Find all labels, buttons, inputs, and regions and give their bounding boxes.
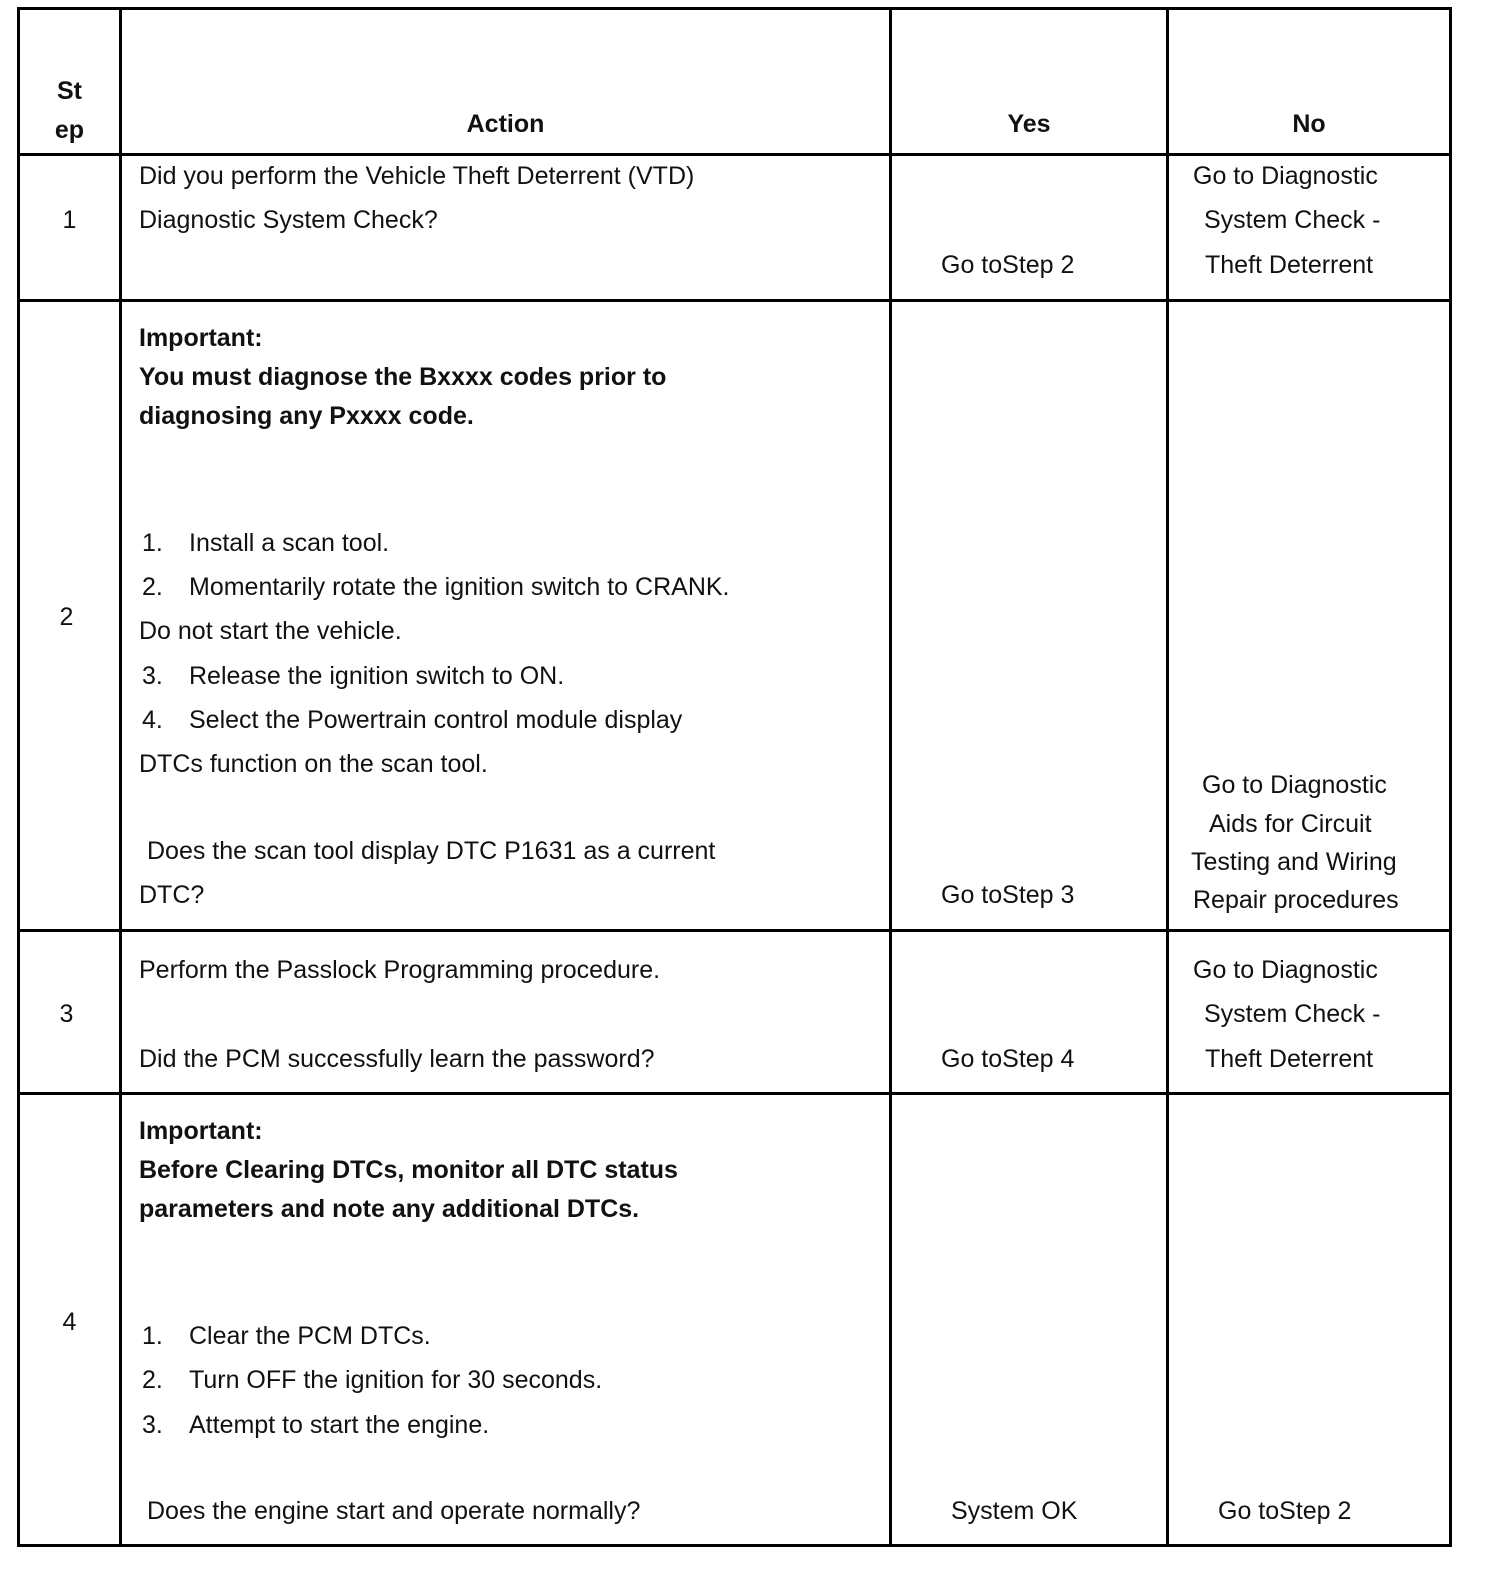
table-row [19, 301, 1451, 931]
step-number: 2 [59, 603, 74, 631]
action-cell [121, 931, 891, 1094]
header-action [121, 9, 891, 155]
important-text: parameters and note any additional DTCs. [139, 1195, 640, 1223]
list-item-text: Turn OFF the ignition for 30 seconds. [189, 1366, 603, 1394]
list-item-number: 3. [142, 1411, 163, 1439]
no-link-line[interactable]: Aids for Circuit [1209, 810, 1372, 838]
list-item-continuation: Do not start the vehicle. [139, 617, 402, 645]
list-item-text: Clear the PCM DTCs. [189, 1322, 431, 1350]
action-line: Diagnostic System Check? [139, 206, 438, 234]
header-no [1168, 9, 1451, 155]
no-link-line[interactable]: Go to Diagnostic [1193, 162, 1378, 190]
table-row [19, 931, 1451, 1094]
no-link[interactable]: Go toStep 2 [1218, 1497, 1352, 1525]
yes-cell [891, 301, 1168, 931]
no-link-line[interactable]: Testing and Wiring [1191, 848, 1397, 876]
yes-cell [891, 155, 1168, 301]
table-row [19, 1094, 1451, 1546]
important-text: diagnosing any Pxxxx code. [139, 402, 474, 430]
important-label: Important: [139, 324, 263, 352]
no-link-line[interactable]: Go to Diagnostic [1202, 771, 1387, 799]
list-item [142, 1368, 602, 1393]
no-link-line[interactable]: System Check - [1204, 1000, 1381, 1028]
list-item-text: Select the Powertrain control module display [189, 706, 683, 734]
no-link-line[interactable]: Repair procedures [1193, 886, 1399, 914]
table-header-row [19, 9, 1451, 155]
list-item-number: 4. [142, 706, 163, 734]
step-cell [19, 1094, 121, 1546]
no-cell [1168, 1094, 1451, 1546]
yes-cell [891, 931, 1168, 1094]
header-step-line2: ep [54, 116, 85, 144]
step-number: 1 [62, 206, 77, 234]
header-step [19, 9, 121, 155]
list-item [142, 1324, 431, 1349]
yes-link[interactable]: Go toStep 4 [941, 1045, 1075, 1073]
list-item [142, 664, 564, 689]
list-item-number: 2. [142, 573, 163, 601]
no-cell [1168, 931, 1451, 1094]
yes-cell [891, 1094, 1168, 1546]
action-line: Perform the Passlock Programming procedure. [139, 956, 661, 984]
list-item [142, 1413, 489, 1438]
important-text: Before Clearing DTCs, monitor all DTC status [139, 1156, 678, 1184]
action-line: Did you perform the Vehicle Theft Deterrent (VTD) [139, 162, 695, 190]
no-cell [1168, 301, 1451, 931]
list-item-continuation: DTCs function on the scan tool. [139, 750, 488, 778]
list-item-number: 2. [142, 1366, 163, 1394]
list-item-text: Momentarily rotate the ignition switch to CRANK. [189, 573, 730, 601]
question-line: Does the engine start and operate normally? [147, 1497, 641, 1525]
list-item-text: Attempt to start the engine. [189, 1411, 490, 1439]
header-yes-label: Yes [1007, 110, 1051, 138]
no-link-line[interactable]: System Check - [1204, 206, 1381, 234]
action-cell [121, 155, 891, 301]
action-cell [121, 301, 891, 931]
action-cell [121, 1094, 891, 1546]
action-line: Did the PCM successfully learn the password? [139, 1045, 655, 1073]
important-text: You must diagnose the Bxxxx codes prior to [139, 363, 667, 391]
table-row [19, 155, 1451, 301]
step-number: 3 [59, 1000, 74, 1028]
list-item-number: 1. [142, 1322, 163, 1350]
yes-link[interactable]: Go toStep 3 [941, 881, 1075, 909]
step-cell [19, 155, 121, 301]
yes-link[interactable]: System OK [951, 1497, 1078, 1525]
important-label: Important: [139, 1117, 263, 1145]
list-item-number: 3. [142, 662, 163, 690]
list-item [142, 575, 730, 600]
no-cell [1168, 155, 1451, 301]
question-line: DTC? [139, 881, 205, 909]
no-link-line[interactable]: Theft Deterrent [1205, 1045, 1374, 1073]
list-item-text: Release the ignition switch to ON. [189, 662, 565, 690]
header-step-line1: St [57, 77, 82, 105]
step-cell [19, 931, 121, 1094]
header-no-label: No [1292, 110, 1326, 138]
yes-link[interactable]: Go toStep 2 [941, 251, 1075, 279]
list-item-number: 1. [142, 529, 163, 557]
header-action-label: Action [466, 110, 545, 138]
diagnostic-table [17, 7, 1452, 1547]
step-number: 4 [62, 1308, 77, 1336]
step-cell [19, 301, 121, 931]
question-line: Does the scan tool display DTC P1631 as a current [147, 837, 716, 865]
list-item-text: Install a scan tool. [189, 529, 390, 557]
header-yes [891, 9, 1168, 155]
no-link-line[interactable]: Theft Deterrent [1205, 251, 1374, 279]
list-item [142, 708, 682, 733]
no-link-line[interactable]: Go to Diagnostic [1193, 956, 1378, 984]
list-item [142, 531, 389, 556]
